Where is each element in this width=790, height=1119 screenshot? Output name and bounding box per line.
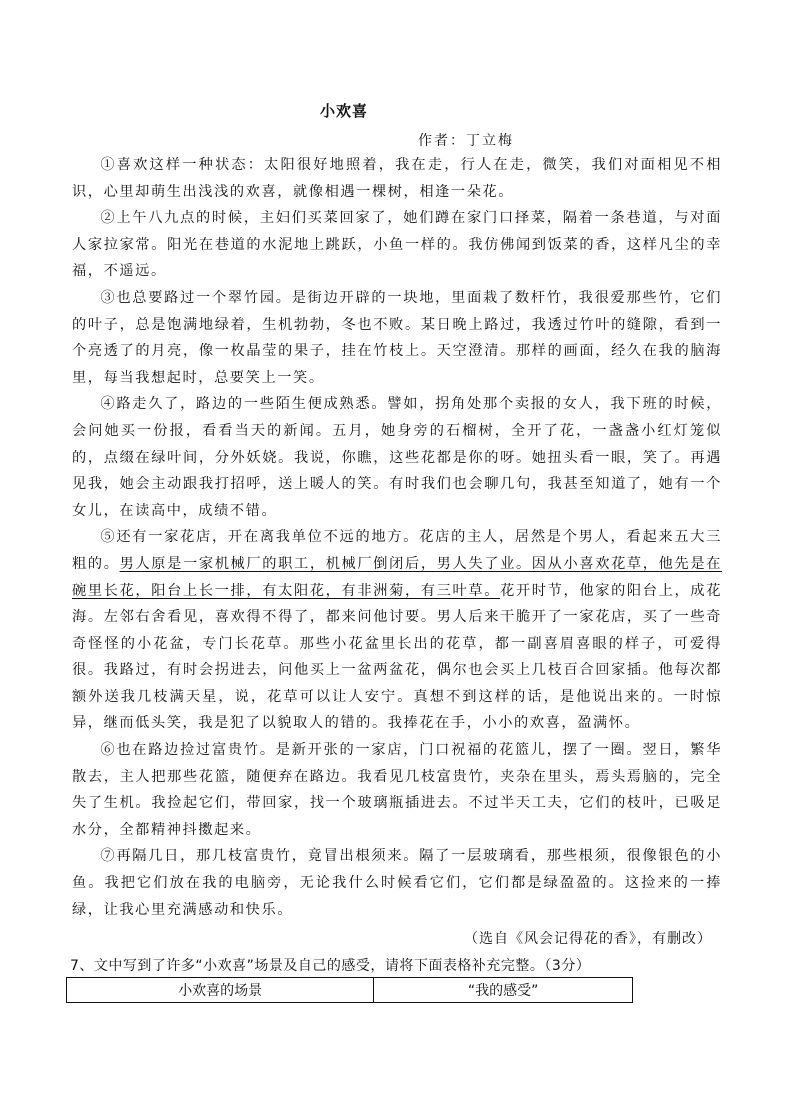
article-author: 作者：丁立梅: [418, 133, 514, 149]
article-source: （选自《风会记得花的香》，有删改）: [464, 931, 712, 947]
question-7-prompt: 7、文中写到了许多“小欢喜”场景及自己的感受，请将下面表格补充完整。（3分）: [70, 958, 591, 974]
answer-table: [66, 977, 633, 1003]
paragraph-5: [72, 524, 722, 737]
paragraph-5-underlined: 男人原是一家机械厂的职工，机械厂倒闭后，男人失了业。因从小喜欢花草，他先是在碗里长花，阳台上长一排，有太阳花，有非洲菊，有三叶草。: [72, 555, 722, 599]
paragraph-7: ⑦再隔几日，那几枝富贵竹，竟冒出根须来。隔了一层玻璃看，那些根须，很像银色的小鱼。我把它们放在我的电脑旁，无论我什么时候看它们，它们都是绿盈盈的。这捡来的一捧绿，让我心里充满感动和快乐。: [72, 848, 722, 918]
paragraph-4: ④路走久了，路边的一些陌生便成熟悉。譬如，拐角处那个卖报的女人，我下班的时候，会问她买一份报，看看当天的新闻。五月，她身旁的石榴树，全开了花，一盏盏小红灯笼似的，点缀在绿叶间，分外妖娆。我说，你瞧，这些花都是你的呀。她扭头看一眼，笑了。再遇见我，她会主动跟我打招呼，送上暖人的笑。有时我们也会聊几句，我甚至知道了，她有一个女儿，在读高中，成绩不错。: [72, 396, 722, 519]
paragraph-1: ①喜欢这样一种状态：太阳很好地照着，我在走，行人在走，微笑，我们对面相见不相识，心里却萌生出浅浅的欢喜，就像相遇一棵树，相逢一朵花。: [72, 157, 722, 200]
header-scene: 小欢喜的场景: [67, 978, 374, 1003]
paragraph-5-after: 花开时节，他家的阳台上，成花海。左邻右舍看见，喜欢得不得了，都来问他讨要。男人后来干脆开了一家花店，买了一些奇奇怪怪的小花盆，专门长花草。那些小花盆里长出的花草，都一副喜眉喜眼的样子，可爱得很。我路过，有时会拐进去，问他买上一盆两盆花，偶尔也会买上几枝百合回家插。他每次都额外送我几枝满天星，说，花草可以让人安宁。真想不到这样的话，是他说出来的。一时惊异，继而低头笑，我是犯了以貌取人的错的。我捧花在手，小小的欢喜，盈满怀。: [72, 582, 722, 732]
paragraph-3: ③也总要路过一个翠竹园。是街边开辟的一块地，里面栽了数杆竹，我很爱那些竹，它们的叶子，总是饱满地绿着，生机勃勃，冬也不败。某日晚上路过，我透过竹叶的缝隙，看到一个亮透了的月亮，像一枚晶莹的果子，挂在竹枝上。天空澄清。那样的画面，经久在我的脑海里，每当我想起时，总要笑上一笑。: [72, 289, 722, 386]
header-feeling: “我的感受”: [374, 978, 633, 1003]
article-title: 小欢喜: [320, 102, 369, 120]
paragraph-5-before: ⑤还有一家花店，开在离我单位不远的地方。花店的主人，居然是个男人，看起来五大三粗的。: [72, 529, 722, 572]
article-body: [72, 152, 722, 923]
answer-table-header-row: [67, 978, 633, 1003]
paragraph-2: ②上午八九点的时候，主妇们买菜回家了，她们蹲在家门口择菜，隔着一条巷道，与对面人家拉家常。阳光在巷道的水泥地上跳跃，小鱼一样的。我仿佛闻到饭菜的香，这样凡尘的幸福，不遥远。: [72, 210, 722, 280]
paragraph-6: ⑥也在路边捡过富贵竹。是新开张的一家店，门口祝福的花篮儿，摆了一圈。翌日，繁华散去，主人把那些花篮，随便弃在路边。我看见几枝富贵竹，夹杂在里头，焉头焉脑的，完全失了生机。我捡起它们，带回家，找一个玻璃瓶插进去。不过半天工夫，它们的枝叶，已吸足水分，全都精神抖擞起来。: [72, 742, 722, 838]
